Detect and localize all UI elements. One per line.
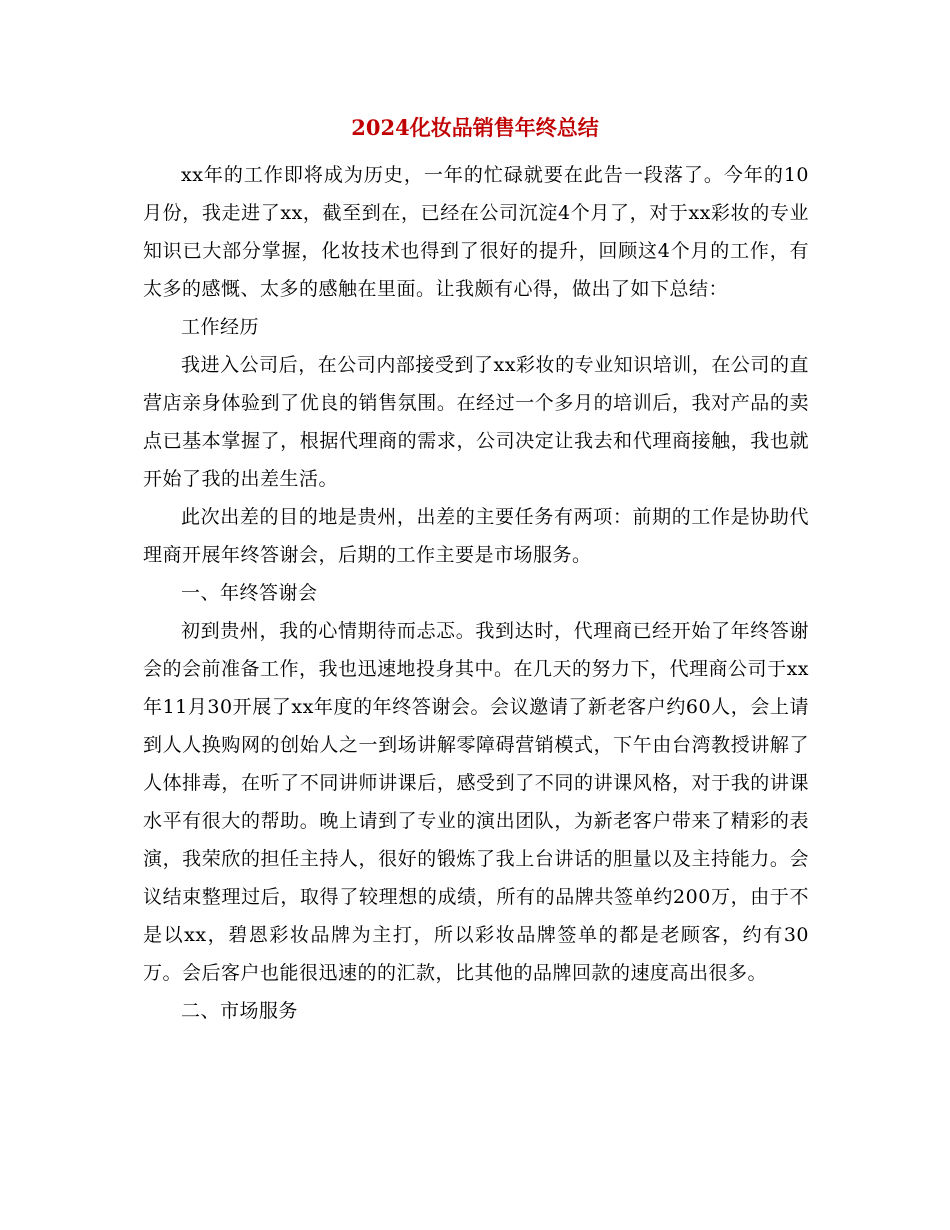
document-body <box>143 156 809 1030</box>
paragraph-intro: xx年的工作即将成为历史，一年的忙碌就要在此告一段落了。今年的10月份，我走进了xx，截至到在，已经在公司沉淀4个月了，对于xx彩妆的专业知识已大部分掌握，化妆技术也得到了很好的提升，回顾这4个月的工作，有太多的感慨、太多的感触在里面。让我颇有心得，做出了如下总结： <box>143 164 809 300</box>
section-heading-year-end-event: 一、年终答谢会 <box>181 582 318 604</box>
paragraph-year-end-event: 初到贵州，我的心情期待而忐忑。我到达时，代理商已经开始了年终答谢会的会前准备工作，我也迅速地投身其中。在几天的努力下，代理商公司于xx年11月30开展了xx年度的年终答谢会。会议邀请了新老客户约60人，会上请到人人换购网的创始人之一到场讲解零障碍营销模式，下午由台湾教授讲解了人体排毒，在听了不同讲师讲课后，感受到了不同的讲课风格，对于我的讲课水平有很大的帮助。晚上请到了专业的演出团队，为新老客户带来了精彩的表演，我荣欣的担任主持人，很好的锻炼了我上台讲话的胆量以及主持能力。会议结束整理过后，取得了较理想的成绩，所有的品牌共签单约200万，由于不是以xx，碧恩彩妆品牌为主打，所以彩妆品牌签单的都是老顾客，约有30万。会后客户也能很迅速的的汇款，比其他的品牌回款的速度高出很多。 <box>143 620 809 984</box>
section-heading-work-experience: 工作经历 <box>181 316 260 338</box>
paragraph-training: 我进入公司后，在公司内部接受到了xx彩妆的专业知识培训，在公司的直营店亲身体验到了优良的销售氛围。在经过一个多月的培训后，我对产品的卖点已基本掌握了，根据代理商的需求，公司决定让我去和代理商接触，我也就开始了我的出差生活。 <box>143 354 809 490</box>
section-heading-market-service: 二、市场服务 <box>181 1000 299 1022</box>
document-title: 2024化妆品销售年终总结 <box>351 115 599 140</box>
paragraph-business-trip: 此次出差的目的地是贵州，出差的主要任务有两项：前期的工作是协助代理商开展年终答谢会，后期的工作主要是市场服务。 <box>143 506 809 566</box>
